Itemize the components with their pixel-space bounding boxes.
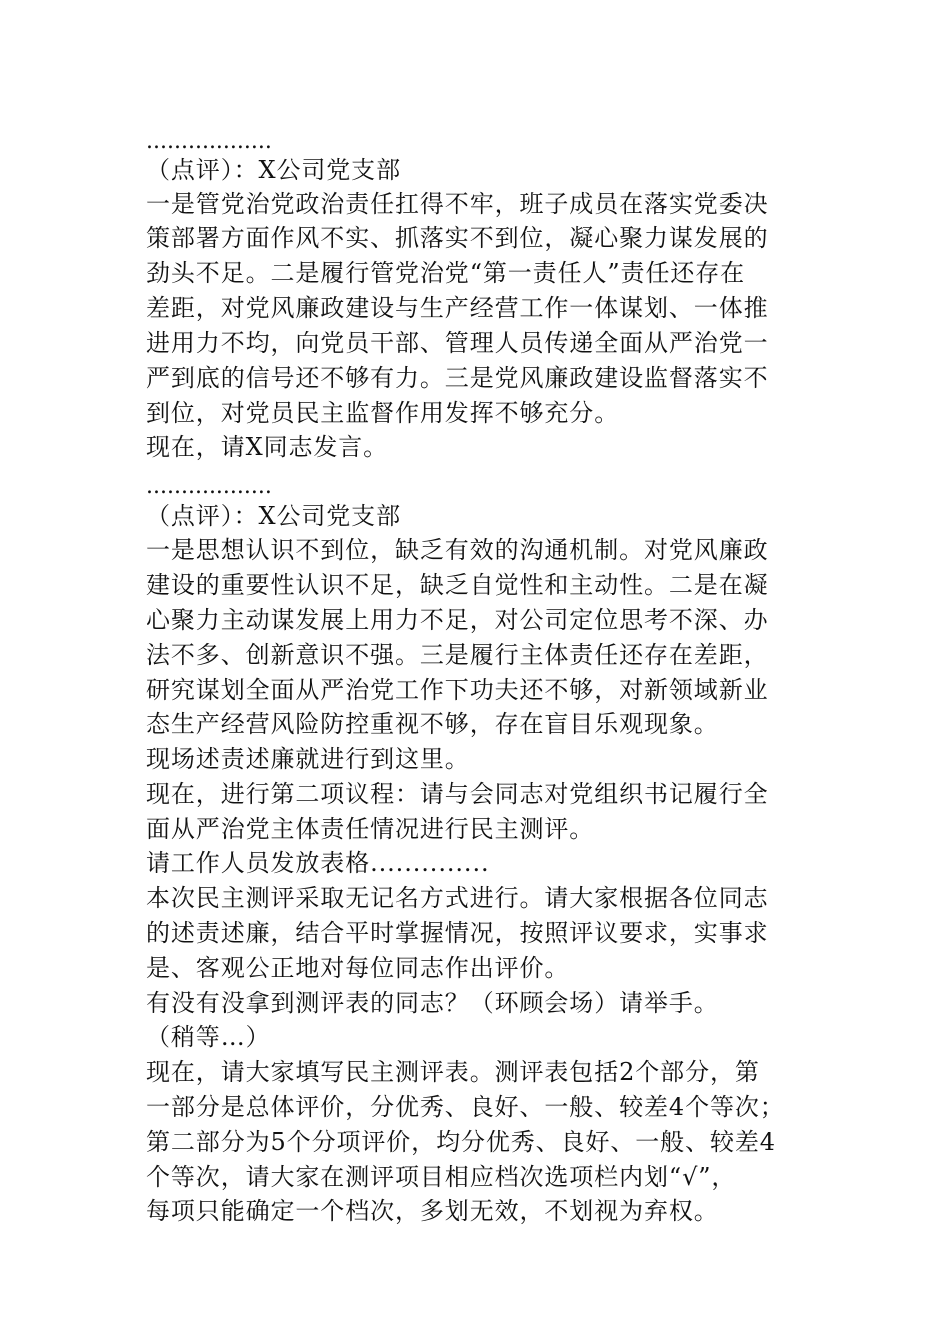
paragraph-line: 的述责述廉，结合平时掌握情况，按照评议要求，实事求: [146, 919, 769, 947]
paragraph-line: 研究谋划全面从严治党工作下功夫还不够，对新领域新业: [146, 676, 769, 704]
paragraph-line: 现在，进行第二项议程：请与会同志对党组织书记履行全: [146, 780, 769, 808]
paragraph-line: 差距，对党风廉政建设与生产经营工作一体谋划、一体推: [146, 294, 769, 322]
paragraph-line: 策部署方面作风不实、抓落实不到位，凝心聚力谋发展的: [146, 224, 769, 252]
ellipsis-line: ..................: [146, 129, 272, 154]
paragraph-line: 一是思想认识不到位，缺乏有效的沟通机制。对党风廉政: [146, 536, 769, 564]
ellipsis-line: ..................: [146, 474, 272, 499]
paragraph-line: 到位，对党员民主监督作用发挥不够充分。: [146, 399, 620, 427]
paragraph-line: 每项只能确定一个档次，多划无效，不划视为弃权。: [146, 1197, 719, 1225]
paragraph-line: 现在，请X同志发言。: [146, 433, 389, 461]
paragraph-line: 进用力不均，向党员干部、管理人员传递全面从严治党一: [146, 329, 769, 357]
paragraph-line: 劲头不足。二是履行管党治党“第一责任人”责任还存在: [146, 259, 746, 287]
paragraph-line: 请工作人员发放表格..............: [146, 849, 490, 877]
paragraph-line: 心聚力主动谋发展上用力不足，对公司定位思考不深、办: [146, 606, 769, 634]
comment-heading: （点评）：X公司党支部: [146, 156, 401, 184]
paragraph-line: 第二部分为5个分项评价，均分优秀、良好、一般、较差4: [146, 1128, 776, 1156]
paragraph-line: （稍等…）: [146, 1023, 271, 1051]
paragraph-line: 法不多、创新意识不强。三是履行主体责任还存在差距，: [146, 641, 769, 669]
paragraph-line: 本次民主测评采取无记名方式进行。请大家根据各位同志: [146, 884, 769, 912]
paragraph-line: 一是管党治党政治责任扛得不牢，班子成员在落实党委决: [146, 190, 769, 218]
comment-heading: （点评）：X公司党支部: [146, 502, 401, 530]
paragraph-line: 严到底的信号还不够有力。三是党风廉政建设监督落实不: [146, 364, 769, 392]
paragraph-line: 面从严治党主体责任情况进行民主测评。: [146, 815, 595, 843]
paragraph-line: 一部分是总体评价，分优秀、良好、一般、较差4个等次；: [146, 1093, 785, 1121]
paragraph-line: 个等次，请大家在测评项目相应档次选项栏内划“√”，: [146, 1163, 737, 1191]
paragraph-line: 态生产经营风险防控重视不够，存在盲目乐观现象。: [146, 710, 719, 738]
paragraph-line: 现场述责述廉就进行到这里。: [146, 745, 470, 773]
paragraph-line: 是、客观公正地对每位同志作出评价。: [146, 954, 570, 982]
paragraph-line: 有没有没拿到测评表的同志？（环顾会场）请举手。: [146, 989, 719, 1017]
paragraph-line: 现在，请大家填写民主测评表。测评表包括2个部分，第: [146, 1058, 760, 1086]
paragraph-line: 建设的重要性认识不足，缺乏自觉性和主动性。二是在凝: [146, 571, 769, 599]
